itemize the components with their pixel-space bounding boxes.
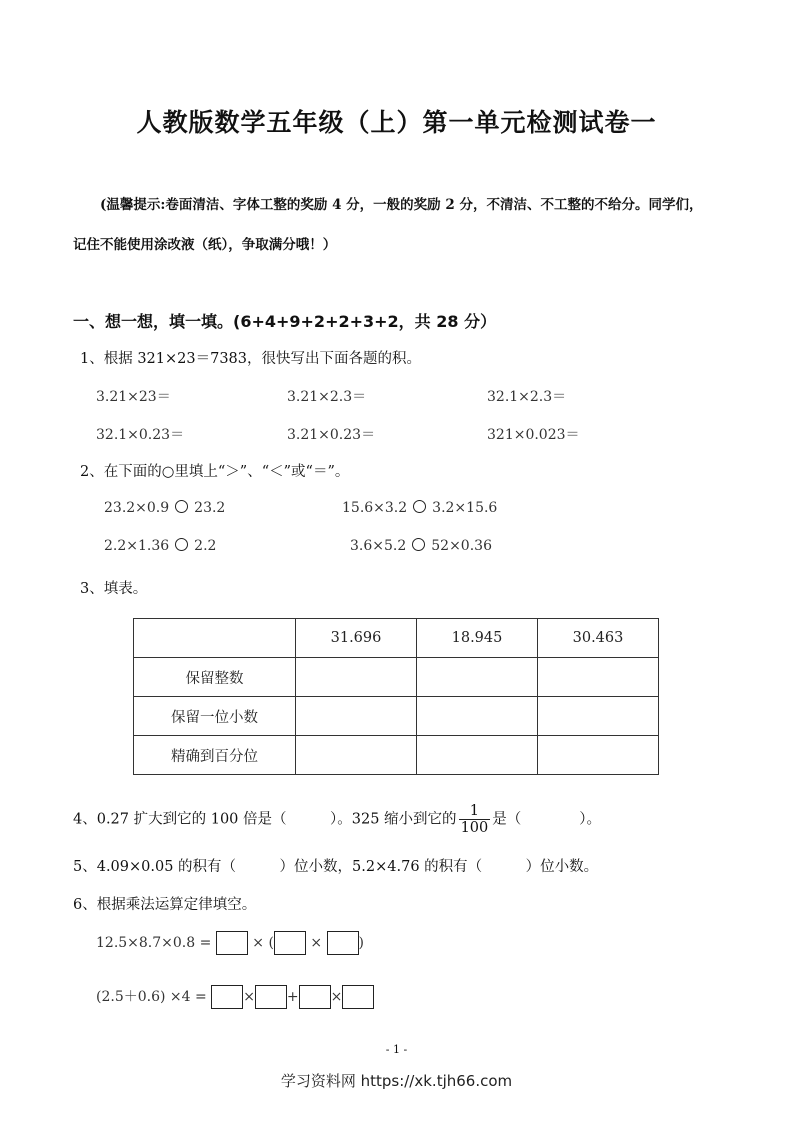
answer-cell[interactable] <box>538 658 659 697</box>
q1-item: 32.1×0.23＝ <box>96 427 185 443</box>
table-row <box>134 736 659 775</box>
q6-line-1-prefix: 12.5×8.7×0.8 = <box>96 935 212 951</box>
answer-cell[interactable] <box>538 697 659 736</box>
footer-watermark: 学习资料网 https://xk.tjh66.com <box>280 1072 513 1090</box>
compare-left: 15.6×3.2 <box>342 500 408 516</box>
answer-cell[interactable] <box>417 658 538 697</box>
answer-cell[interactable] <box>296 658 417 697</box>
times-sign: × <box>243 989 255 1005</box>
answer-box[interactable] <box>299 985 331 1009</box>
answer-cell[interactable] <box>296 736 417 775</box>
compare-circle[interactable] <box>175 538 188 551</box>
table-header-cell: 18.945 <box>417 619 538 658</box>
question-2-label: 2、在下面的○里填上“＞”、“＜”或“＝”。 <box>80 464 350 480</box>
q6-line-1 <box>96 931 364 955</box>
plus-sign: + <box>286 989 299 1005</box>
table-header-cell <box>134 619 296 658</box>
question-4-part-1: 4、0.27 扩大到它的 100 倍是（ ）。325 缩小到它的 <box>73 811 457 828</box>
answer-cell[interactable] <box>417 697 538 736</box>
question-6-label: 6、根据乘法运算定律填空。 <box>73 897 257 913</box>
answer-box[interactable] <box>216 931 248 955</box>
compare-right: 3.2×15.6 <box>432 500 498 516</box>
fraction-numerator: 1 <box>459 803 491 820</box>
answer-cell[interactable] <box>538 736 659 775</box>
answer-box[interactable] <box>327 931 359 955</box>
table-row <box>134 697 659 736</box>
tip-line-2: 记住不能使用涂改液（纸），争取满分哦！） <box>73 237 337 253</box>
compare-circle[interactable] <box>413 500 426 513</box>
compare-circle[interactable] <box>412 538 425 551</box>
fraction <box>459 803 491 836</box>
times-sign: × <box>310 935 323 951</box>
answer-box[interactable] <box>211 985 243 1009</box>
fraction-denominator: 100 <box>460 820 489 836</box>
left-paren: ( <box>268 935 274 951</box>
page-number: - 1 - <box>385 1043 408 1056</box>
times-sign: × <box>252 935 264 951</box>
answer-box[interactable] <box>255 985 287 1009</box>
table-header-row <box>134 619 659 658</box>
table-row-label: 保留一位小数 <box>134 697 296 736</box>
q1-item: 32.1×2.3＝ <box>487 389 567 405</box>
question-4 <box>73 803 601 836</box>
answer-cell[interactable] <box>417 736 538 775</box>
compare-item <box>342 500 497 516</box>
compare-item <box>104 500 225 516</box>
question-4-part-2: 是（ ）。 <box>492 811 601 828</box>
table-header-cell: 30.463 <box>538 619 659 658</box>
compare-right: 52×0.36 <box>431 538 492 554</box>
answer-box[interactable] <box>274 931 306 955</box>
table-row <box>134 658 659 697</box>
table-header-cell: 31.696 <box>296 619 417 658</box>
compare-item <box>350 538 492 554</box>
question-3-label: 3、填表。 <box>80 581 148 597</box>
rounding-table <box>133 618 659 775</box>
compare-item <box>104 538 216 554</box>
q6-line-2-prefix: (2.5＋0.6) ×4 = <box>96 989 207 1005</box>
compare-right: 23.2 <box>194 500 226 516</box>
q1-item: 3.21×0.23＝ <box>287 427 376 443</box>
question-1-label: 1、根据 321×23＝7383，很快写出下面各题的积。 <box>80 351 422 367</box>
table-row-label: 精确到百分位 <box>134 736 296 775</box>
page-title: 人教版数学五年级（上）第一单元检测试卷一 <box>136 108 657 137</box>
times-sign: × <box>330 989 343 1005</box>
compare-left: 3.6×5.2 <box>350 538 407 554</box>
compare-circle[interactable] <box>175 500 188 513</box>
section-1-heading: 一、想一想，填一填。(6+4+9+2+2+3+2，共 28 分） <box>73 312 497 331</box>
compare-left: 23.2×0.9 <box>104 500 170 516</box>
compare-right: 2.2 <box>194 538 217 554</box>
right-paren: ) <box>358 935 365 951</box>
compare-left: 2.2×1.36 <box>104 538 170 554</box>
q6-line-2 <box>96 985 374 1009</box>
question-5: 5、4.09×0.05 的积有（ ）位小数，5.2×4.76 的积有（ ）位小数。 <box>73 859 599 875</box>
answer-cell[interactable] <box>296 697 417 736</box>
q1-item: 3.21×2.3＝ <box>287 389 367 405</box>
q1-item: 321×0.023＝ <box>487 427 580 443</box>
tip-line-1: (温馨提示:卷面清洁、字体工整的奖励 4 分，一般的奖励 2 分，不清洁、不工整的不给分。同学们， <box>100 197 703 213</box>
answer-box[interactable] <box>342 985 374 1009</box>
q1-item: 3.21×23＝ <box>96 389 171 405</box>
table-row-label: 保留整数 <box>134 658 296 697</box>
